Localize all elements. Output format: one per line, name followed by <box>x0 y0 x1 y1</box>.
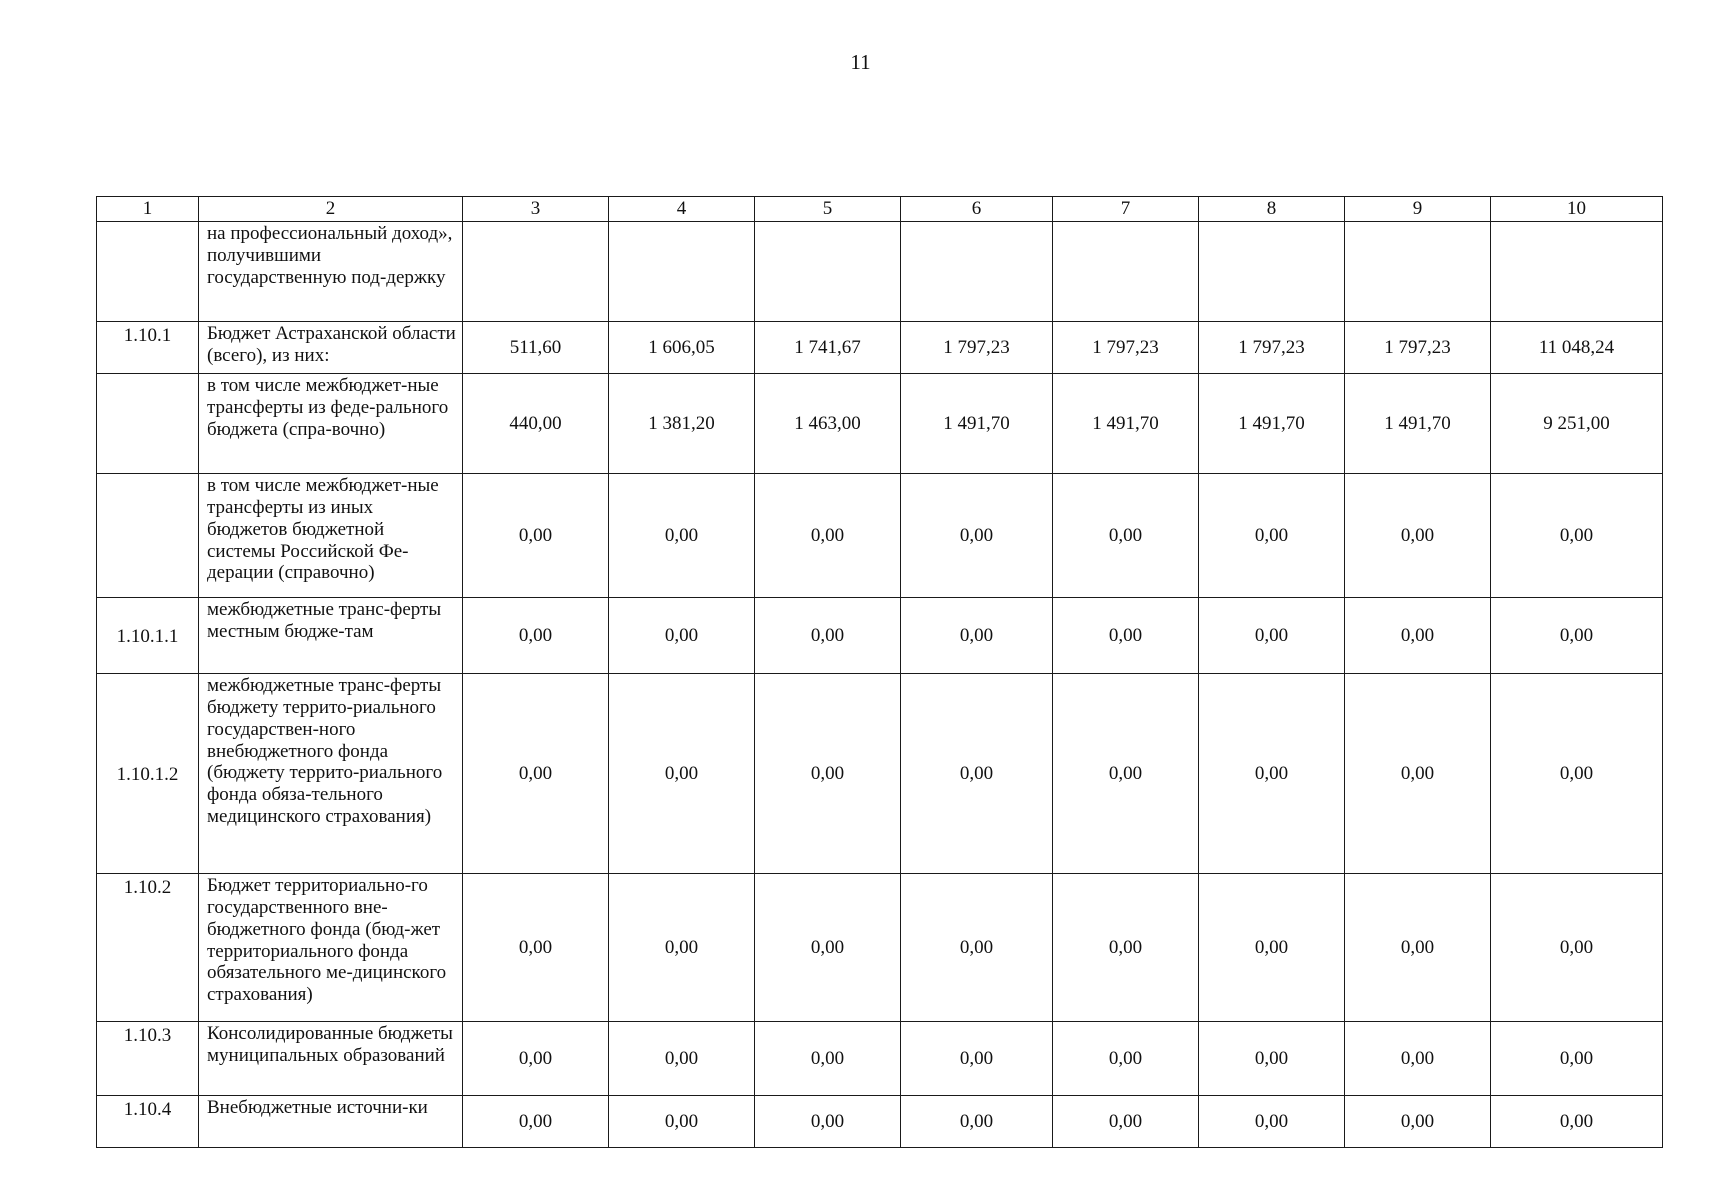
value-cell: 0,00 <box>755 674 901 874</box>
row-name: межбюджетные транс-ферты местным бюдже-там <box>199 598 463 674</box>
value-cell: 0,00 <box>901 598 1053 674</box>
value-cell: 0,00 <box>1345 598 1491 674</box>
value-cell: 0,00 <box>1053 674 1199 874</box>
value-cell: 9 251,00 <box>1491 374 1663 474</box>
table-row <box>97 222 1663 322</box>
value-cell: 0,00 <box>1053 1022 1199 1096</box>
value-cell: 1 797,23 <box>901 322 1053 374</box>
value-cell: 11 048,24 <box>1491 322 1663 374</box>
value-cell: 0,00 <box>1491 874 1663 1022</box>
value-cell: 0,00 <box>609 1096 755 1148</box>
value-cell: 0,00 <box>901 1022 1053 1096</box>
budget-table <box>96 196 1663 1148</box>
value-cell: 1 797,23 <box>1199 322 1345 374</box>
column-header: 7 <box>1053 197 1199 222</box>
value-cell: 0,00 <box>1199 1022 1345 1096</box>
value-cell <box>901 222 1053 322</box>
value-cell: 0,00 <box>1199 474 1345 598</box>
value-cell: 0,00 <box>609 474 755 598</box>
value-cell: 0,00 <box>901 874 1053 1022</box>
value-cell: 0,00 <box>755 598 901 674</box>
row-code: 1.10.4 <box>97 1096 199 1148</box>
column-header: 8 <box>1199 197 1345 222</box>
column-header: 4 <box>609 197 755 222</box>
value-cell: 0,00 <box>1199 874 1345 1022</box>
row-name: Консолидированные бюджеты муниципальных образований <box>199 1022 463 1096</box>
row-name: на профессиональный доход», получившими государственную под-держку <box>199 222 463 322</box>
column-header: 9 <box>1345 197 1491 222</box>
value-cell: 0,00 <box>1491 1022 1663 1096</box>
row-name: Внебюджетные источни-ки <box>199 1096 463 1148</box>
value-cell: 0,00 <box>463 598 609 674</box>
value-cell: 1 797,23 <box>1053 322 1199 374</box>
value-cell: 0,00 <box>609 598 755 674</box>
value-cell: 0,00 <box>901 674 1053 874</box>
value-cell: 0,00 <box>1491 598 1663 674</box>
value-cell: 0,00 <box>901 1096 1053 1148</box>
row-name: в том числе межбюджет-ные трансферты из иных бюджетов бюджетной системы Российской Фе-дерации (справочно) <box>199 474 463 598</box>
value-cell: 1 741,67 <box>755 322 901 374</box>
row-code: 1.10.1.2 <box>97 674 199 874</box>
column-header: 3 <box>463 197 609 222</box>
row-name: Бюджет Астраханской области (всего), из них: <box>199 322 463 374</box>
row-code: 1.10.2 <box>97 874 199 1022</box>
value-cell: 0,00 <box>463 1096 609 1148</box>
table-row <box>97 674 1663 874</box>
value-cell: 0,00 <box>609 1022 755 1096</box>
value-cell: 0,00 <box>1345 674 1491 874</box>
table-row <box>97 1022 1663 1096</box>
value-cell: 0,00 <box>755 474 901 598</box>
value-cell: 0,00 <box>1053 598 1199 674</box>
value-cell: 0,00 <box>609 674 755 874</box>
value-cell: 0,00 <box>1053 1096 1199 1148</box>
value-cell: 1 491,70 <box>1053 374 1199 474</box>
value-cell: 0,00 <box>755 1022 901 1096</box>
value-cell <box>463 222 609 322</box>
value-cell: 0,00 <box>1491 1096 1663 1148</box>
value-cell: 0,00 <box>463 474 609 598</box>
value-cell <box>1345 222 1491 322</box>
value-cell: 0,00 <box>1345 874 1491 1022</box>
value-cell: 0,00 <box>463 1022 609 1096</box>
value-cell: 1 463,00 <box>755 374 901 474</box>
value-cell: 0,00 <box>463 874 609 1022</box>
column-header: 2 <box>199 197 463 222</box>
page-number: 11 <box>850 50 871 74</box>
value-cell: 0,00 <box>755 1096 901 1148</box>
table-row <box>97 374 1663 474</box>
row-code: 1.10.1 <box>97 322 199 374</box>
row-name: в том числе межбюджет-ные трансферты из феде-рального бюджета (спра-вочно) <box>199 374 463 474</box>
row-name: межбюджетные транс-ферты бюджету террито-риального государствен-ного внебюджетного фонда (бюджету террито-риального фонда обяза-тельного медицинского страхования) <box>199 674 463 874</box>
row-name: Бюджет территориально-го государственного вне-бюджетного фонда (бюд-жет территориального фонда обязательного ме-дицинского страхования) <box>199 874 463 1022</box>
value-cell <box>1053 222 1199 322</box>
value-cell: 440,00 <box>463 374 609 474</box>
value-cell: 1 491,70 <box>1345 374 1491 474</box>
header-row <box>97 197 1663 222</box>
value-cell: 0,00 <box>1053 474 1199 598</box>
value-cell: 0,00 <box>1199 674 1345 874</box>
value-cell: 0,00 <box>1345 1096 1491 1148</box>
value-cell: 0,00 <box>609 874 755 1022</box>
column-header: 5 <box>755 197 901 222</box>
column-header: 1 <box>97 197 199 222</box>
value-cell: 0,00 <box>1345 474 1491 598</box>
row-code: 1.10.3 <box>97 1022 199 1096</box>
row-code <box>97 222 199 322</box>
value-cell <box>609 222 755 322</box>
value-cell: 1 491,70 <box>1199 374 1345 474</box>
value-cell: 0,00 <box>1053 874 1199 1022</box>
value-cell <box>1199 222 1345 322</box>
table-row <box>97 1096 1663 1148</box>
value-cell: 0,00 <box>1199 598 1345 674</box>
row-code <box>97 474 199 598</box>
value-cell: 0,00 <box>463 674 609 874</box>
value-cell: 1 797,23 <box>1345 322 1491 374</box>
value-cell: 0,00 <box>901 474 1053 598</box>
value-cell: 0,00 <box>1491 674 1663 874</box>
value-cell <box>755 222 901 322</box>
value-cell: 511,60 <box>463 322 609 374</box>
value-cell: 0,00 <box>1345 1022 1491 1096</box>
value-cell: 0,00 <box>1199 1096 1345 1148</box>
value-cell <box>1491 222 1663 322</box>
value-cell: 1 491,70 <box>901 374 1053 474</box>
column-header: 10 <box>1491 197 1663 222</box>
row-code <box>97 374 199 474</box>
value-cell: 0,00 <box>1491 474 1663 598</box>
value-cell: 1 381,20 <box>609 374 755 474</box>
row-code: 1.10.1.1 <box>97 598 199 674</box>
column-header: 6 <box>901 197 1053 222</box>
table-row <box>97 474 1663 598</box>
value-cell: 1 606,05 <box>609 322 755 374</box>
table-row <box>97 598 1663 674</box>
value-cell: 0,00 <box>755 874 901 1022</box>
table-row <box>97 874 1663 1022</box>
table-row <box>97 322 1663 374</box>
